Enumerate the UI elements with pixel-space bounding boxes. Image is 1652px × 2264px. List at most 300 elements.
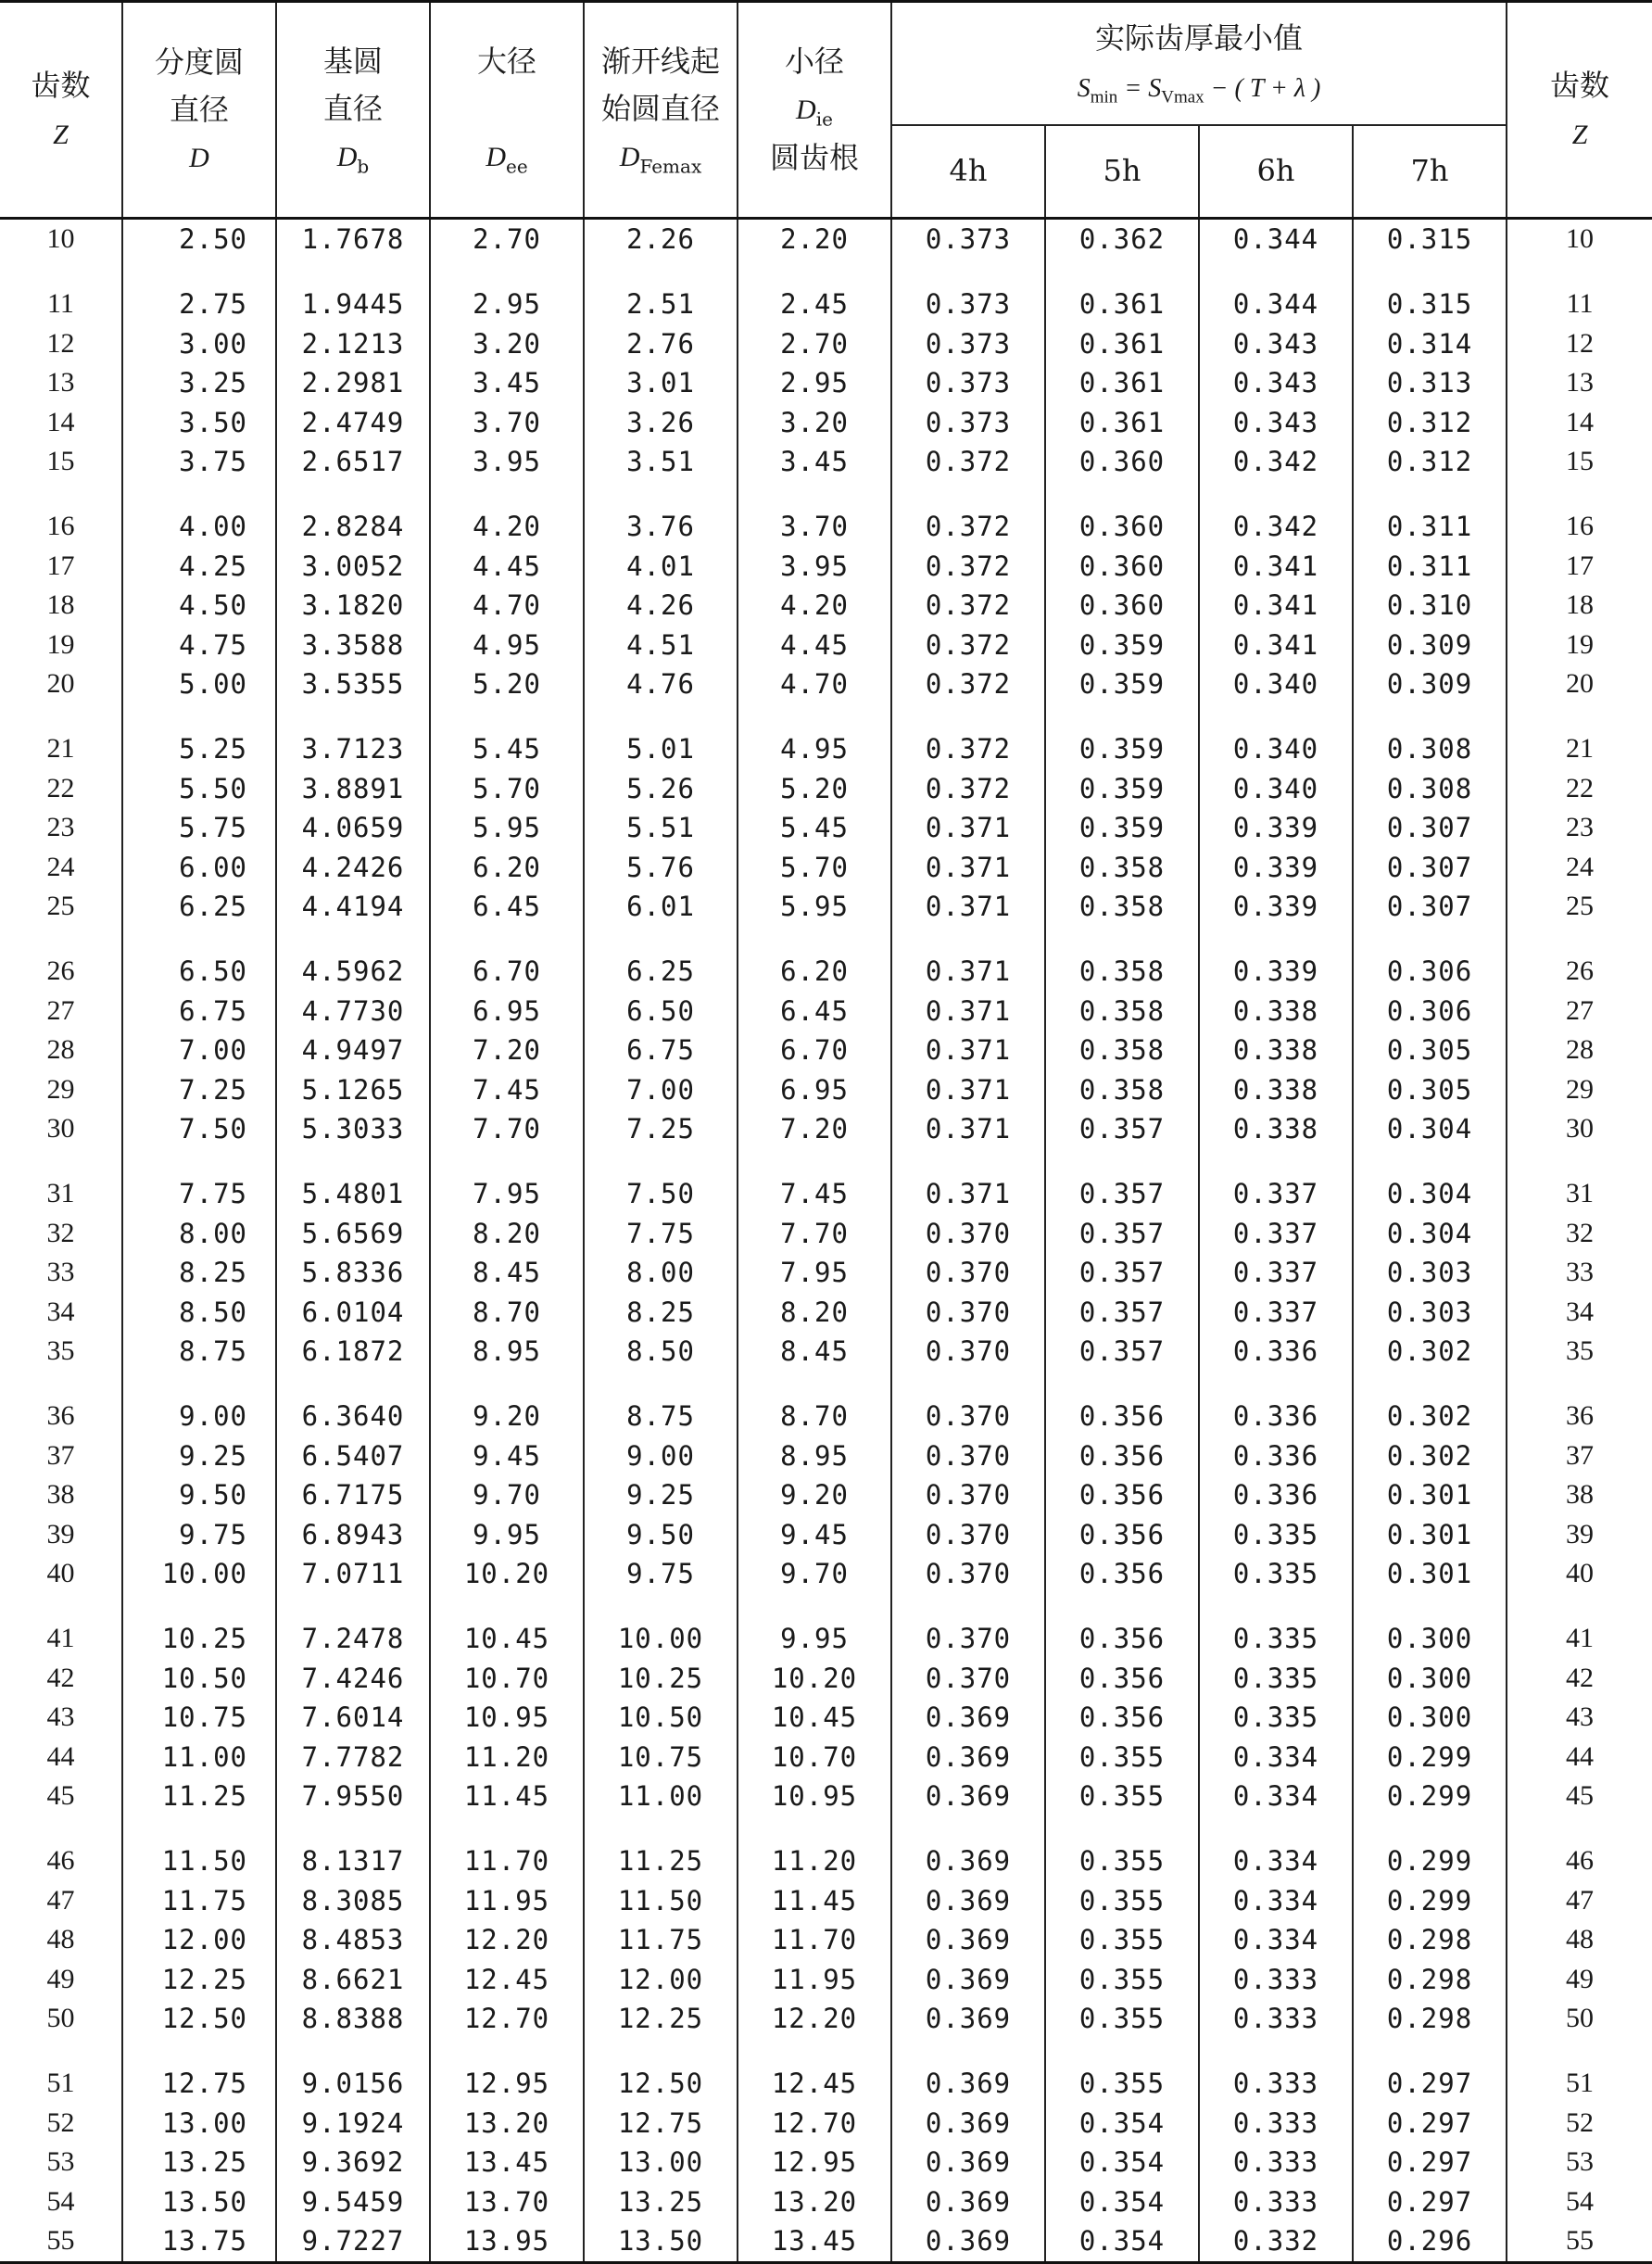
cell-base-diameter: 6.3640 bbox=[276, 1397, 430, 1436]
cell-pitch-diameter: 13.00 bbox=[122, 2104, 276, 2144]
cell-form-diameter: 8.50 bbox=[584, 1332, 738, 1372]
cell-6h: 0.334 bbox=[1199, 1738, 1353, 1777]
cell-form-diameter: 10.25 bbox=[584, 1659, 738, 1699]
cell-minor-diameter: 13.45 bbox=[738, 2221, 891, 2262]
cell-6h: 0.334 bbox=[1199, 1777, 1353, 1816]
cell-4h: 0.372 bbox=[891, 626, 1045, 665]
cell-pitch-diameter: 9.75 bbox=[122, 1515, 276, 1555]
cell-teeth-right: 21 bbox=[1507, 729, 1652, 769]
cell-4h: 0.369 bbox=[891, 1698, 1045, 1738]
cell-6h: 0.342 bbox=[1199, 442, 1353, 482]
spacer-cell bbox=[122, 482, 276, 508]
cell-teeth-right: 10 bbox=[1507, 219, 1652, 259]
cell-teeth: 18 bbox=[0, 586, 122, 626]
cell-teeth: 25 bbox=[0, 887, 122, 927]
spacer-cell bbox=[1507, 1372, 1652, 1398]
cell-teeth: 23 bbox=[0, 808, 122, 848]
spacer-cell bbox=[891, 1594, 1045, 1620]
cell-form-diameter: 13.00 bbox=[584, 2143, 738, 2182]
cell-7h: 0.300 bbox=[1353, 1619, 1507, 1659]
cell-4h: 0.372 bbox=[891, 769, 1045, 809]
spacer-cell bbox=[430, 927, 584, 953]
cell-teeth: 48 bbox=[0, 1920, 122, 1960]
spacer-cell bbox=[122, 927, 276, 953]
cell-base-diameter: 3.1820 bbox=[276, 586, 430, 626]
cell-teeth-right: 15 bbox=[1507, 442, 1652, 482]
cell-major-diameter: 8.70 bbox=[430, 1293, 584, 1333]
cell-teeth-right: 40 bbox=[1507, 1554, 1652, 1594]
cell-5h: 0.357 bbox=[1045, 1214, 1199, 1254]
cell-7h: 0.308 bbox=[1353, 729, 1507, 769]
table-row bbox=[0, 403, 1652, 443]
cell-4h: 0.369 bbox=[891, 2064, 1045, 2104]
cell-5h: 0.356 bbox=[1045, 1698, 1199, 1738]
cell-7h: 0.298 bbox=[1353, 1920, 1507, 1960]
spacer-cell bbox=[122, 1594, 276, 1620]
cell-teeth-right: 43 bbox=[1507, 1698, 1652, 1738]
col-header-form-diameter bbox=[584, 2, 738, 219]
cell-teeth-right: 54 bbox=[1507, 2182, 1652, 2222]
spacer-cell bbox=[738, 1594, 891, 1620]
spacer-cell bbox=[584, 1594, 738, 1620]
form-diameter-symbol: D bbox=[619, 142, 640, 173]
spacer-cell bbox=[1507, 2039, 1652, 2065]
cell-7h: 0.306 bbox=[1353, 952, 1507, 992]
spacer-cell bbox=[1353, 704, 1507, 730]
spacer-cell bbox=[122, 2039, 276, 2065]
cell-6h: 0.343 bbox=[1199, 324, 1353, 364]
cell-form-diameter: 11.00 bbox=[584, 1777, 738, 1816]
cell-form-diameter: 2.26 bbox=[584, 219, 738, 259]
cell-major-diameter: 11.45 bbox=[430, 1777, 584, 1816]
cell-teeth-right: 51 bbox=[1507, 2064, 1652, 2104]
table-row bbox=[0, 219, 1652, 259]
table-row bbox=[0, 1960, 1652, 2000]
cell-4h: 0.370 bbox=[891, 1554, 1045, 1594]
col-header-min-tooth-thickness bbox=[891, 2, 1507, 126]
table-row bbox=[0, 1174, 1652, 1214]
spacer-cell bbox=[122, 704, 276, 730]
cell-4h: 0.373 bbox=[891, 403, 1045, 443]
cell-teeth-right: 46 bbox=[1507, 1841, 1652, 1881]
cell-major-diameter: 8.95 bbox=[430, 1332, 584, 1372]
spacer-cell bbox=[584, 1816, 738, 1842]
table-row bbox=[0, 1253, 1652, 1293]
cell-7h: 0.305 bbox=[1353, 1070, 1507, 1110]
table-row bbox=[0, 1293, 1652, 1333]
table-row bbox=[0, 1397, 1652, 1436]
spacer-cell bbox=[1199, 927, 1353, 953]
cell-form-diameter: 3.01 bbox=[584, 363, 738, 403]
cell-7h: 0.298 bbox=[1353, 1999, 1507, 2039]
table-row bbox=[0, 664, 1652, 704]
cell-major-diameter: 4.20 bbox=[430, 507, 584, 547]
cell-5h: 0.360 bbox=[1045, 442, 1199, 482]
spacer-cell bbox=[891, 1372, 1045, 1398]
cell-minor-diameter: 3.95 bbox=[738, 547, 891, 587]
cell-major-diameter: 10.95 bbox=[430, 1698, 584, 1738]
cell-teeth-right: 47 bbox=[1507, 1881, 1652, 1921]
table-row bbox=[0, 848, 1652, 888]
cell-pitch-diameter: 8.00 bbox=[122, 1214, 276, 1254]
cell-7h: 0.314 bbox=[1353, 324, 1507, 364]
cell-form-diameter: 3.51 bbox=[584, 442, 738, 482]
group-spacer-row bbox=[0, 927, 1652, 953]
spacer-cell bbox=[1045, 1816, 1199, 1842]
spacer-cell bbox=[430, 1816, 584, 1842]
table-row bbox=[0, 363, 1652, 403]
spacer-cell bbox=[0, 927, 122, 953]
cell-6h: 0.333 bbox=[1199, 2182, 1353, 2222]
cell-minor-diameter: 6.20 bbox=[738, 952, 891, 992]
col-header-grade-7h: 7h bbox=[1353, 125, 1507, 219]
cell-form-diameter: 3.26 bbox=[584, 403, 738, 443]
cell-minor-diameter: 4.95 bbox=[738, 729, 891, 769]
col-header-grade-5h: 5h bbox=[1045, 125, 1199, 219]
cell-teeth: 35 bbox=[0, 1332, 122, 1372]
cell-teeth: 49 bbox=[0, 1960, 122, 2000]
spacer-cell bbox=[0, 259, 122, 285]
cell-7h: 0.303 bbox=[1353, 1253, 1507, 1293]
cell-5h: 0.356 bbox=[1045, 1554, 1199, 1594]
cell-minor-diameter: 13.20 bbox=[738, 2182, 891, 2222]
cell-base-diameter: 8.3085 bbox=[276, 1881, 430, 1921]
cell-6h: 0.333 bbox=[1199, 2104, 1353, 2144]
cell-minor-diameter: 8.70 bbox=[738, 1397, 891, 1436]
cell-form-diameter: 11.25 bbox=[584, 1841, 738, 1881]
spacer-cell bbox=[1199, 2039, 1353, 2065]
spacer-cell bbox=[891, 927, 1045, 953]
cell-pitch-diameter: 12.50 bbox=[122, 1999, 276, 2039]
spacer-cell bbox=[0, 482, 122, 508]
cell-major-diameter: 3.45 bbox=[430, 363, 584, 403]
cell-teeth-right: 36 bbox=[1507, 1397, 1652, 1436]
cell-base-diameter: 6.5407 bbox=[276, 1436, 430, 1476]
cell-7h: 0.304 bbox=[1353, 1174, 1507, 1214]
cell-teeth: 36 bbox=[0, 1397, 122, 1436]
spacer-cell bbox=[430, 259, 584, 285]
cell-major-diameter: 5.70 bbox=[430, 769, 584, 809]
spacer-cell bbox=[1507, 1149, 1652, 1175]
cell-teeth-right: 17 bbox=[1507, 547, 1652, 587]
cell-4h: 0.370 bbox=[891, 1659, 1045, 1699]
cell-minor-diameter: 12.70 bbox=[738, 2104, 891, 2144]
spacer-cell bbox=[584, 1372, 738, 1398]
cell-minor-diameter: 6.70 bbox=[738, 1031, 891, 1070]
cell-6h: 0.336 bbox=[1199, 1397, 1353, 1436]
cell-pitch-diameter: 10.75 bbox=[122, 1698, 276, 1738]
cell-7h: 0.307 bbox=[1353, 848, 1507, 888]
cell-5h: 0.360 bbox=[1045, 547, 1199, 587]
cell-teeth-right: 44 bbox=[1507, 1738, 1652, 1777]
table-row bbox=[0, 1515, 1652, 1555]
major-diameter-symbol: D bbox=[486, 142, 506, 173]
cell-teeth-right: 49 bbox=[1507, 1960, 1652, 2000]
cell-teeth-right: 38 bbox=[1507, 1475, 1652, 1515]
cell-base-diameter: 3.3588 bbox=[276, 626, 430, 665]
cell-7h: 0.311 bbox=[1353, 547, 1507, 587]
cell-5h: 0.358 bbox=[1045, 887, 1199, 927]
cell-teeth: 38 bbox=[0, 1475, 122, 1515]
cell-form-diameter: 8.00 bbox=[584, 1253, 738, 1293]
spacer-cell bbox=[1045, 1372, 1199, 1398]
cell-teeth: 55 bbox=[0, 2221, 122, 2262]
cell-minor-diameter: 10.20 bbox=[738, 1659, 891, 1699]
cell-6h: 0.338 bbox=[1199, 992, 1353, 1031]
pitch-diameter-symbol: D bbox=[189, 143, 209, 174]
spacer-cell bbox=[1507, 704, 1652, 730]
minor-diameter-label: 小径 bbox=[784, 44, 844, 80]
cell-form-diameter: 8.25 bbox=[584, 1293, 738, 1333]
cell-6h: 0.342 bbox=[1199, 507, 1353, 547]
cell-teeth: 13 bbox=[0, 363, 122, 403]
cell-base-diameter: 4.5962 bbox=[276, 952, 430, 992]
cell-teeth-right: 24 bbox=[1507, 848, 1652, 888]
cell-pitch-diameter: 7.25 bbox=[122, 1070, 276, 1110]
cell-pitch-diameter: 8.75 bbox=[122, 1332, 276, 1372]
cell-7h: 0.299 bbox=[1353, 1881, 1507, 1921]
spacer-cell bbox=[738, 1816, 891, 1842]
cell-5h: 0.355 bbox=[1045, 1920, 1199, 1960]
spacer-cell bbox=[1045, 1594, 1199, 1620]
cell-major-diameter: 7.20 bbox=[430, 1031, 584, 1070]
minor-diameter-symbol: D bbox=[796, 95, 816, 126]
cell-minor-diameter: 7.95 bbox=[738, 1253, 891, 1293]
cell-4h: 0.371 bbox=[891, 1070, 1045, 1110]
col-header-base-diameter bbox=[276, 2, 430, 219]
cell-teeth: 29 bbox=[0, 1070, 122, 1110]
cell-teeth-right: 30 bbox=[1507, 1109, 1652, 1149]
table-row bbox=[0, 1436, 1652, 1476]
cell-base-diameter: 9.1924 bbox=[276, 2104, 430, 2144]
spacer-cell bbox=[1353, 1594, 1507, 1620]
cell-teeth: 52 bbox=[0, 2104, 122, 2144]
spacer-cell bbox=[891, 1149, 1045, 1175]
cell-teeth-right: 18 bbox=[1507, 586, 1652, 626]
cell-teeth: 53 bbox=[0, 2143, 122, 2182]
cell-pitch-diameter: 13.25 bbox=[122, 2143, 276, 2182]
cell-minor-diameter: 8.95 bbox=[738, 1436, 891, 1476]
cell-pitch-diameter: 8.50 bbox=[122, 1293, 276, 1333]
cell-base-diameter: 2.2981 bbox=[276, 363, 430, 403]
spacer-cell bbox=[738, 927, 891, 953]
cell-base-diameter: 4.7730 bbox=[276, 992, 430, 1031]
cell-pitch-diameter: 12.00 bbox=[122, 1920, 276, 1960]
form-diameter-label: 渐开线起 始圆直径 bbox=[600, 44, 720, 127]
cell-7h: 0.312 bbox=[1353, 403, 1507, 443]
cell-pitch-diameter: 11.00 bbox=[122, 1738, 276, 1777]
group-spacer-row bbox=[0, 1149, 1652, 1175]
spacer-cell bbox=[1353, 1372, 1507, 1398]
spacer-cell bbox=[276, 927, 430, 953]
cell-4h: 0.370 bbox=[891, 1332, 1045, 1372]
cell-7h: 0.306 bbox=[1353, 992, 1507, 1031]
cell-base-diameter: 7.6014 bbox=[276, 1698, 430, 1738]
spacer-cell bbox=[0, 704, 122, 730]
cell-5h: 0.358 bbox=[1045, 1070, 1199, 1110]
cell-teeth-right: 37 bbox=[1507, 1436, 1652, 1476]
cell-teeth-right: 31 bbox=[1507, 1174, 1652, 1214]
cell-major-diameter: 3.70 bbox=[430, 403, 584, 443]
cell-teeth: 45 bbox=[0, 1777, 122, 1816]
cell-7h: 0.301 bbox=[1353, 1515, 1507, 1555]
spacer-cell bbox=[1199, 1372, 1353, 1398]
cell-7h: 0.298 bbox=[1353, 1960, 1507, 2000]
cell-4h: 0.372 bbox=[891, 547, 1045, 587]
cell-teeth: 10 bbox=[0, 219, 122, 259]
cell-base-diameter: 4.4194 bbox=[276, 887, 430, 927]
cell-6h: 0.337 bbox=[1199, 1174, 1353, 1214]
cell-teeth: 39 bbox=[0, 1515, 122, 1555]
spacer-cell bbox=[584, 482, 738, 508]
cell-pitch-diameter: 2.75 bbox=[122, 285, 276, 324]
cell-teeth: 44 bbox=[0, 1738, 122, 1777]
cell-minor-diameter: 9.95 bbox=[738, 1619, 891, 1659]
cell-4h: 0.373 bbox=[891, 363, 1045, 403]
cell-7h: 0.304 bbox=[1353, 1109, 1507, 1149]
cell-teeth-right: 25 bbox=[1507, 887, 1652, 927]
cell-major-diameter: 7.45 bbox=[430, 1070, 584, 1110]
cell-teeth: 17 bbox=[0, 547, 122, 587]
cell-major-diameter: 12.70 bbox=[430, 1999, 584, 2039]
cell-4h: 0.369 bbox=[891, 2143, 1045, 2182]
spacer-cell bbox=[584, 2039, 738, 2065]
cell-pitch-diameter: 9.25 bbox=[122, 1436, 276, 1476]
cell-form-diameter: 10.00 bbox=[584, 1619, 738, 1659]
group-spacer-row bbox=[0, 482, 1652, 508]
cell-7h: 0.299 bbox=[1353, 1777, 1507, 1816]
cell-major-diameter: 2.70 bbox=[430, 219, 584, 259]
cell-minor-diameter: 2.70 bbox=[738, 324, 891, 364]
cell-form-diameter: 7.50 bbox=[584, 1174, 738, 1214]
cell-minor-diameter: 9.20 bbox=[738, 1475, 891, 1515]
cell-5h: 0.355 bbox=[1045, 1738, 1199, 1777]
cell-minor-diameter: 12.20 bbox=[738, 1999, 891, 2039]
cell-form-diameter: 10.50 bbox=[584, 1698, 738, 1738]
cell-minor-diameter: 7.20 bbox=[738, 1109, 891, 1149]
cell-pitch-diameter: 9.00 bbox=[122, 1397, 276, 1436]
spacer-cell bbox=[430, 1149, 584, 1175]
cell-5h: 0.361 bbox=[1045, 285, 1199, 324]
cell-base-diameter: 2.1213 bbox=[276, 324, 430, 364]
cell-base-diameter: 2.4749 bbox=[276, 403, 430, 443]
cell-base-diameter: 7.4246 bbox=[276, 1659, 430, 1699]
cell-base-diameter: 6.7175 bbox=[276, 1475, 430, 1515]
cell-minor-diameter: 6.45 bbox=[738, 992, 891, 1031]
cell-teeth-right: 12 bbox=[1507, 324, 1652, 364]
cell-base-diameter: 9.7227 bbox=[276, 2221, 430, 2262]
table-row bbox=[0, 1920, 1652, 1960]
table-body bbox=[0, 219, 1652, 2263]
cell-form-diameter: 10.75 bbox=[584, 1738, 738, 1777]
cell-4h: 0.372 bbox=[891, 664, 1045, 704]
spacer-cell bbox=[0, 1372, 122, 1398]
cell-teeth-right: 14 bbox=[1507, 403, 1652, 443]
spacer-cell bbox=[276, 704, 430, 730]
cell-7h: 0.308 bbox=[1353, 769, 1507, 809]
cell-5h: 0.361 bbox=[1045, 403, 1199, 443]
cell-6h: 0.333 bbox=[1199, 1999, 1353, 2039]
col-header-teeth bbox=[0, 2, 122, 219]
cell-4h: 0.372 bbox=[891, 729, 1045, 769]
cell-minor-diameter: 11.20 bbox=[738, 1841, 891, 1881]
cell-4h: 0.370 bbox=[891, 1436, 1045, 1476]
table-row bbox=[0, 2143, 1652, 2182]
cell-pitch-diameter: 10.00 bbox=[122, 1554, 276, 1594]
cell-major-diameter: 12.45 bbox=[430, 1960, 584, 2000]
cell-6h: 0.339 bbox=[1199, 887, 1353, 927]
form-diameter-sub: Femax bbox=[639, 155, 702, 178]
cell-5h: 0.355 bbox=[1045, 1999, 1199, 2039]
spacer-cell bbox=[738, 482, 891, 508]
cell-6h: 0.336 bbox=[1199, 1436, 1353, 1476]
cell-teeth-right: 11 bbox=[1507, 285, 1652, 324]
cell-minor-diameter: 12.95 bbox=[738, 2143, 891, 2182]
cell-7h: 0.307 bbox=[1353, 808, 1507, 848]
cell-6h: 0.339 bbox=[1199, 808, 1353, 848]
cell-base-diameter: 7.0711 bbox=[276, 1554, 430, 1594]
spacer-cell bbox=[738, 1372, 891, 1398]
col-header-teeth-right bbox=[1507, 2, 1652, 219]
cell-6h: 0.333 bbox=[1199, 1960, 1353, 2000]
cell-4h: 0.371 bbox=[891, 887, 1045, 927]
cell-pitch-diameter: 11.75 bbox=[122, 1881, 276, 1921]
table-row bbox=[0, 507, 1652, 547]
cell-pitch-diameter: 7.75 bbox=[122, 1174, 276, 1214]
cell-6h: 0.338 bbox=[1199, 1070, 1353, 1110]
cell-5h: 0.359 bbox=[1045, 664, 1199, 704]
cell-form-diameter: 9.00 bbox=[584, 1436, 738, 1476]
spacer-cell bbox=[1507, 1594, 1652, 1620]
cell-major-diameter: 3.20 bbox=[430, 324, 584, 364]
cell-5h: 0.359 bbox=[1045, 626, 1199, 665]
cell-teeth-right: 41 bbox=[1507, 1619, 1652, 1659]
spacer-cell bbox=[430, 704, 584, 730]
minor-diameter-sub: ie bbox=[815, 108, 833, 131]
cell-4h: 0.372 bbox=[891, 586, 1045, 626]
cell-minor-diameter: 2.20 bbox=[738, 219, 891, 259]
cell-teeth-right: 34 bbox=[1507, 1293, 1652, 1333]
spacer-cell bbox=[1199, 1149, 1353, 1175]
spacer-cell bbox=[891, 482, 1045, 508]
pitch-diameter-label: 分度圆 直径 bbox=[154, 44, 244, 127]
cell-base-diameter: 7.9550 bbox=[276, 1777, 430, 1816]
cell-major-diameter: 10.45 bbox=[430, 1619, 584, 1659]
spacer-cell bbox=[276, 2039, 430, 2065]
cell-base-diameter: 9.3692 bbox=[276, 2143, 430, 2182]
spacer-cell bbox=[122, 1816, 276, 1842]
cell-minor-diameter: 7.45 bbox=[738, 1174, 891, 1214]
cell-major-diameter: 11.95 bbox=[430, 1881, 584, 1921]
cell-6h: 0.334 bbox=[1199, 1881, 1353, 1921]
cell-6h: 0.339 bbox=[1199, 848, 1353, 888]
cell-form-diameter: 7.25 bbox=[584, 1109, 738, 1149]
cell-7h: 0.300 bbox=[1353, 1659, 1507, 1699]
cell-7h: 0.297 bbox=[1353, 2104, 1507, 2144]
cell-5h: 0.356 bbox=[1045, 1475, 1199, 1515]
min-thickness-formula: $S_{min} = S_{Vmax}$ − ( T + λ ) bbox=[1077, 73, 1321, 108]
table-row bbox=[0, 2104, 1652, 2144]
cell-teeth-right: 50 bbox=[1507, 1999, 1652, 2039]
cell-pitch-diameter: 5.00 bbox=[122, 664, 276, 704]
cell-5h: 0.356 bbox=[1045, 1515, 1199, 1555]
cell-minor-diameter: 2.95 bbox=[738, 363, 891, 403]
cell-base-diameter: 6.0104 bbox=[276, 1293, 430, 1333]
cell-minor-diameter: 9.70 bbox=[738, 1554, 891, 1594]
cell-6h: 0.334 bbox=[1199, 1920, 1353, 1960]
spacer-cell bbox=[891, 1816, 1045, 1842]
cell-teeth: 47 bbox=[0, 1881, 122, 1921]
